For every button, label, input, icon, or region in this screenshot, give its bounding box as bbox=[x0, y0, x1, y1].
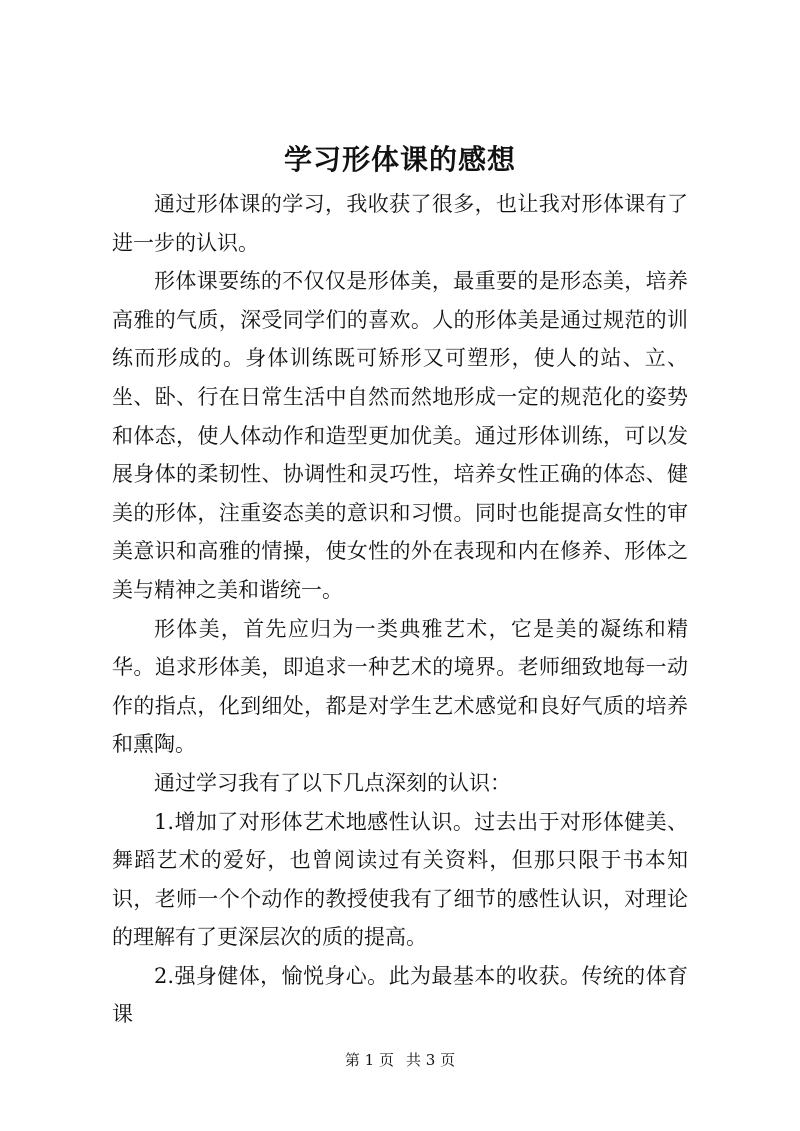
paragraph-1: 通过形体课的学习，我收获了很多，也让我对形体课有了进一步的认识。 bbox=[112, 192, 688, 255]
document-body bbox=[112, 185, 688, 1034]
paragraph-6: 2.强身健体，愉悦身心。此为最基本的收获。传统的体育课 bbox=[112, 963, 688, 1027]
page-total: 共 3 页 bbox=[406, 1051, 456, 1069]
paragraph-3: 形体美，首先应归为一类典雅艺术，它是美的凝练和精华。追求形体美，即追求一种艺术的境界。老师细致地每一动作的指点，化到细处，都是对学生艺术感觉和良好气质的培养和熏陶。 bbox=[112, 616, 688, 757]
paragraph-4: 通过学习我有了以下几点深刻的认识： bbox=[154, 770, 511, 795]
document-title: 学习形体课的感想 bbox=[283, 143, 516, 176]
page-footer bbox=[0, 1050, 800, 1070]
paragraph-2: 形体课要练的不仅仅是形体美，最重要的是形态美，培养高雅的气质，深受同学们的喜欢。人的形体美是通过规范的训练而形成的。身体训练既可矫形又可塑形，使人的站、立、坐、卧、行在日常生活中自然而然地形成一定的规范化的姿势和体态，使人体动作和造型更加优美。通过形体训练，可以发展身体的柔韧性、协调性和灵巧性，培养女性正确的体态、健美的形体，注重姿态美的意识和习惯。同时也能提高女性的审美意识和高雅的情操，使女性的外在表现和内在修养、形体之美与精神之美和谐统一。 bbox=[112, 269, 688, 602]
page-number: 第 1 页 bbox=[344, 1051, 394, 1069]
paragraph-5: 1.增加了对形体艺术地感性认识。过去出于对形体健美、舞蹈艺术的爱好，也曾阅读过有关资料，但那只限于书本知识，老师一个个动作的教授使我有了细节的感性认识，对理论的理解有了更深层次的质的提高。 bbox=[112, 809, 688, 950]
